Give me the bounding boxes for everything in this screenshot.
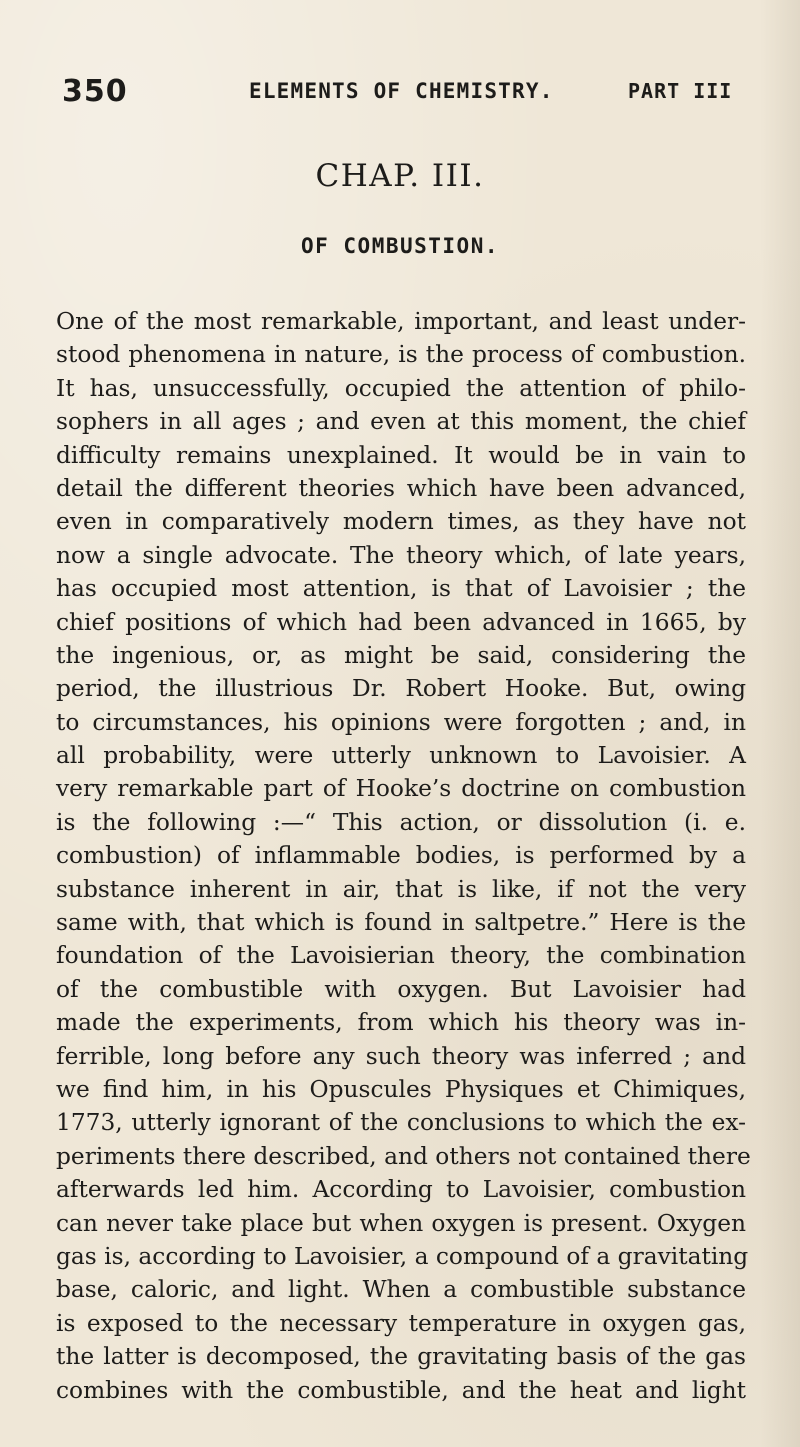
text-line: we find him, in his Opuscules Physiques et Chimiques,	[56, 1075, 746, 1103]
text-line: is the following :—“ This action, or dissolution (i. e.	[56, 808, 746, 836]
text-line: gas is, according to Lavoisier, a compound of a gravitating	[56, 1242, 749, 1270]
chapter-title: OF COMBUSTION.	[300, 234, 499, 258]
text-line: now a single advocate. The theory which, of late years,	[56, 541, 746, 569]
text-line: combines with the combustible, and the heat and light	[56, 1376, 746, 1404]
body-text	[56, 305, 751, 1404]
text-line: base, caloric, and light. When a combustible substance	[56, 1276, 746, 1304]
text-line: even in comparatively modern times, as they have not	[56, 508, 746, 536]
text-line: has occupied most attention, is that of Lavoisier ; the	[56, 575, 746, 603]
text-line: chief positions of which had been advanced in 1665, by	[56, 608, 746, 636]
text-line: very remarkable part of Hooke’s doctrine on combustion	[56, 775, 746, 803]
running-title: ELEMENTS OF CHEMISTRY.	[249, 79, 554, 103]
text-line: detail the different theories which have been advanced,	[56, 474, 746, 502]
text-line: One of the most remarkable, important, and least under-	[56, 308, 746, 335]
text-line: to circumstances, his opinions were forgotten ; and, in	[56, 708, 746, 736]
text-line: period, the illustrious Dr. Robert Hooke. But, owing	[56, 675, 746, 703]
text-line: It has, unsuccessfully, occupied the attention of philo-	[56, 374, 746, 402]
text-line: combustion) of inflammable bodies, is performed by a	[56, 842, 746, 870]
text-line: is exposed to the necessary temperature in oxygen gas,	[56, 1309, 746, 1337]
text-line: made the experiments, from which his theory was in-	[56, 1009, 746, 1037]
text-line: ferrible, long before any such theory was inferred ; and	[56, 1042, 746, 1070]
text-line: stood phenomena in nature, is the process of combustion.	[56, 341, 746, 369]
running-head	[62, 74, 762, 114]
page-edge-shadow	[760, 0, 800, 1447]
text-line: sophers in all ages ; and even at this moment, the chief	[56, 408, 746, 436]
text-line: the ingenious, or, as might be said, considering the	[56, 641, 746, 669]
text-line: substance inherent in air, that is like, if not the very	[56, 875, 746, 903]
page-number: 350	[62, 74, 128, 109]
text-line: foundation of the Lavoisierian theory, the combination	[56, 942, 746, 970]
text-line: same with, that which is found in saltpetre.” Here is the	[56, 909, 746, 937]
text-line: can never take place but when oxygen is present. Oxygen	[56, 1209, 746, 1237]
text-line: 1773, utterly ignorant of the conclusions to which the ex-	[56, 1109, 746, 1137]
text-line: difficulty remains unexplained. It would be in vain to	[56, 441, 746, 469]
part-label: PART III	[628, 79, 733, 103]
text-line: of the combustible with oxygen. But Lavoisier had	[56, 975, 746, 1003]
text-line: afterwards led him. According to Lavoisier, combustion	[56, 1176, 746, 1204]
text-line: all probability, were utterly unknown to Lavoisier. A	[56, 742, 746, 770]
text-line: the latter is decomposed, the gravitating basis of the gas	[56, 1343, 746, 1371]
text-line: periments there described, and others not contained there	[56, 1142, 751, 1170]
chapter-heading: CHAP. III.	[315, 158, 485, 194]
